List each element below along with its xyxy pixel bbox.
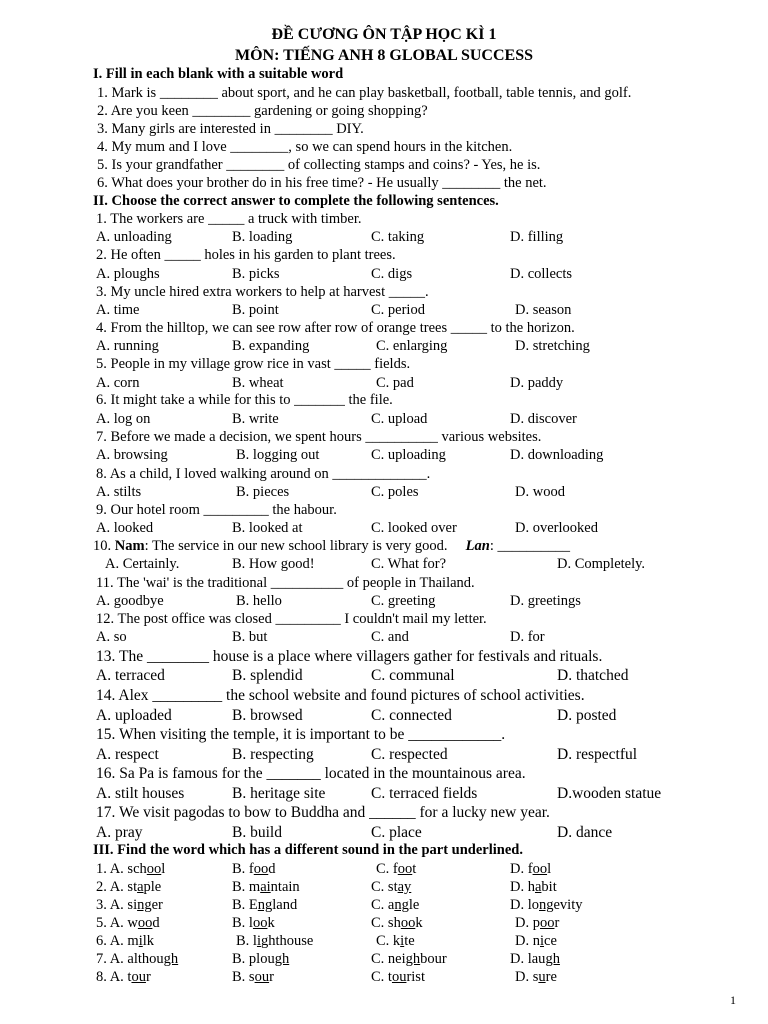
choice-question: 8. As a child, I loved walking around on _____________. bbox=[96, 466, 431, 482]
word-part: ce bbox=[544, 933, 557, 949]
word-part: B. s bbox=[232, 969, 255, 985]
underlined-part: a bbox=[137, 879, 144, 895]
answer-option: B. respecting bbox=[232, 746, 314, 763]
word-part: er bbox=[151, 897, 163, 913]
choice-question: 12. The post office was closed _________ I couldn't mail my letter. bbox=[96, 611, 487, 627]
underlined-part: ng bbox=[257, 897, 273, 913]
answer-option: B. splendid bbox=[232, 667, 303, 684]
word-part: C. f bbox=[376, 861, 398, 877]
word-part: D. lo bbox=[510, 897, 539, 913]
pronunciation-option bbox=[232, 898, 297, 913]
choice-question: 1. The workers are _____ a truck with timber. bbox=[96, 211, 362, 227]
word-part: B. m bbox=[232, 879, 261, 895]
answer-options-row bbox=[0, 825, 768, 843]
answer-option: B. write bbox=[232, 411, 279, 427]
pronunciation-option bbox=[371, 880, 411, 895]
spacer bbox=[448, 538, 466, 554]
pronunciation-option bbox=[376, 934, 415, 949]
page-number: 1 bbox=[730, 993, 736, 1007]
question-number: 10. bbox=[93, 538, 115, 554]
answer-options-row bbox=[0, 630, 768, 648]
word-part: B. E bbox=[232, 897, 258, 913]
pronunciation-row bbox=[0, 898, 768, 916]
word-part: d bbox=[152, 915, 160, 931]
word-part: r bbox=[554, 915, 560, 931]
answer-options-row bbox=[0, 786, 768, 804]
pronunciation-option bbox=[371, 952, 447, 967]
word-part: k bbox=[415, 915, 423, 931]
answer-option: D. season bbox=[515, 302, 572, 318]
answer-option: B. loading bbox=[232, 229, 293, 245]
choice-question: 11. The 'wai' is the traditional __________ of people in Thailand. bbox=[96, 575, 475, 591]
pronunciation-row bbox=[0, 880, 768, 898]
underlined-part: oo bbox=[400, 915, 416, 931]
pronunciation-option bbox=[376, 862, 416, 877]
answer-option: A. corn bbox=[96, 375, 140, 391]
answer-options-row bbox=[0, 412, 768, 430]
answer-option: D. Completely. bbox=[557, 556, 646, 572]
answer-option: D. paddy bbox=[510, 375, 564, 391]
pronunciation-option bbox=[515, 934, 557, 949]
section3-heading: III. Find the word which has a different sound in the part underlined. bbox=[93, 842, 523, 858]
pronunciation-option bbox=[232, 970, 274, 985]
answer-option: D. stretching bbox=[515, 338, 590, 354]
choice-question: 15. When visiting the temple, it is important to be ____________. bbox=[96, 726, 506, 743]
answer-option: A. stilt houses bbox=[96, 785, 185, 802]
underlined-part: i bbox=[539, 933, 545, 949]
answer-option: A. goodbye bbox=[96, 593, 164, 609]
pronunciation-row bbox=[0, 952, 768, 970]
choice-question: 16. Sa Pa is famous for the _______ located in the mountainous area. bbox=[96, 765, 526, 782]
word-part: D. n bbox=[515, 933, 540, 949]
underlined-part: oo bbox=[252, 915, 268, 931]
answer-options-row bbox=[0, 303, 768, 321]
answer-option: A. browsing bbox=[96, 447, 168, 463]
answer-option: B. wheat bbox=[232, 375, 284, 391]
pronunciation-row bbox=[0, 862, 768, 880]
word-part: r bbox=[145, 969, 151, 985]
underlined-part: a bbox=[534, 879, 542, 895]
answer-options-row bbox=[0, 668, 768, 686]
pronunciation-option bbox=[232, 862, 276, 877]
word-part: D. s bbox=[515, 969, 539, 985]
answer-option: B. How good! bbox=[232, 556, 315, 572]
word-part: B. plou bbox=[232, 951, 275, 967]
answer-option: C. period bbox=[371, 302, 425, 318]
word-part: B. l bbox=[236, 933, 257, 949]
word-part: land bbox=[272, 897, 298, 913]
pronunciation-option bbox=[510, 862, 551, 877]
underlined-part: oo bbox=[532, 861, 548, 877]
fill-blank-question: 1. Mark is ________ about sport, and he can play basketball, football, table tennis, and golf. bbox=[97, 85, 632, 101]
underlined-part: gh bbox=[163, 951, 179, 967]
answer-options-row bbox=[0, 485, 768, 503]
answer-option: D.wooden statue bbox=[557, 785, 662, 802]
word-part: 7. A. althou bbox=[96, 951, 164, 967]
pronunciation-option bbox=[510, 898, 583, 913]
answer-option: B. browsed bbox=[232, 707, 303, 724]
answer-option: C. looked over bbox=[371, 520, 457, 536]
underlined-part: ou bbox=[254, 969, 270, 985]
word-part: 1. A. sch bbox=[96, 861, 147, 877]
answer-option: A. looked bbox=[96, 520, 154, 536]
word-part: rist bbox=[406, 969, 425, 985]
word-part: D. f bbox=[510, 861, 533, 877]
answer-options-row bbox=[0, 339, 768, 357]
answer-options-row bbox=[0, 708, 768, 726]
answer-option: C. connected bbox=[371, 707, 452, 724]
word-part: evity bbox=[553, 897, 583, 913]
word-part: lk bbox=[142, 933, 155, 949]
answer-option: C. respected bbox=[371, 746, 448, 763]
underlined-part: ay bbox=[397, 879, 412, 895]
fill-blank-question: 4. My mum and I love ________, so we can spend hours in the kitchen. bbox=[97, 139, 513, 155]
choice-question: 9. Our hotel room _________ the habour. bbox=[96, 502, 337, 518]
word-part: le bbox=[408, 897, 420, 913]
choice-question: 6. It might take a while for this to _______ the file. bbox=[96, 392, 393, 408]
question-text: : The service in our new school library is very good. bbox=[144, 538, 448, 554]
pronunciation-option bbox=[232, 880, 300, 895]
answer-options-row bbox=[0, 267, 768, 285]
underlined-part: u bbox=[538, 969, 546, 985]
choice-question: 17. We visit pagodas to bow to Buddha and ______ for a lucky new year. bbox=[96, 804, 550, 821]
answer-option: A. terraced bbox=[96, 667, 165, 684]
pronunciation-row bbox=[0, 934, 768, 952]
underlined-part: gh bbox=[545, 951, 560, 967]
answer-option: C. and bbox=[371, 629, 409, 645]
speaker-name: Nam bbox=[114, 538, 145, 554]
answer-options-row bbox=[0, 594, 768, 612]
word-part: 6. A. m bbox=[96, 933, 139, 949]
pronunciation-option bbox=[510, 952, 560, 967]
underlined-part: i bbox=[256, 933, 261, 949]
word-part: D. p bbox=[515, 915, 540, 931]
answer-options-row bbox=[0, 521, 768, 539]
answer-option: C. poles bbox=[371, 484, 419, 500]
answer-option: C. taking bbox=[371, 229, 425, 245]
answer-option: B. but bbox=[232, 629, 268, 645]
word-part: D. lau bbox=[510, 951, 546, 967]
answer-option: A. Certainly. bbox=[105, 556, 180, 572]
answer-options-row bbox=[0, 557, 768, 575]
underlined-part: i bbox=[400, 933, 405, 949]
underlined-part: ai bbox=[260, 879, 271, 895]
pronunciation-option bbox=[232, 952, 289, 967]
word-part: t bbox=[412, 861, 417, 877]
underlined-part: ng bbox=[394, 897, 409, 913]
answer-option: D. overlooked bbox=[515, 520, 598, 536]
pronunciation-option bbox=[515, 916, 559, 931]
section1-heading: I. Fill in each blank with a suitable word bbox=[93, 66, 344, 82]
choice-question bbox=[93, 539, 570, 554]
answer-option: D. wood bbox=[515, 484, 565, 500]
word-part: bour bbox=[420, 951, 447, 967]
underlined-part: ou bbox=[131, 969, 146, 985]
word-part: 5. A. w bbox=[96, 915, 138, 931]
pronunciation-option bbox=[371, 970, 425, 985]
pronunciation-option bbox=[96, 952, 178, 967]
answer-option: D. for bbox=[510, 629, 545, 645]
choice-question: 14. Alex _________ the school website and found pictures of school activities. bbox=[96, 687, 585, 704]
word-part: te bbox=[404, 933, 415, 949]
pronunciation-option bbox=[371, 916, 423, 931]
pronunciation-option bbox=[236, 934, 313, 949]
pronunciation-option bbox=[96, 934, 154, 949]
choice-question: 5. People in my village grow rice in vast _____ fields. bbox=[96, 356, 411, 372]
answer-option: C. greeting bbox=[371, 593, 436, 609]
pronunciation-option bbox=[96, 862, 165, 877]
underlined-part: oo bbox=[539, 915, 555, 931]
answer-options-row bbox=[0, 230, 768, 248]
pronunciation-option bbox=[515, 970, 557, 985]
word-part: D. h bbox=[510, 879, 535, 895]
word-part: r bbox=[269, 969, 274, 985]
word-part: d bbox=[268, 861, 276, 877]
answer-option: C. terraced fields bbox=[371, 785, 478, 802]
answer-option: A. stilts bbox=[96, 484, 142, 500]
answer-option: D. posted bbox=[557, 707, 617, 724]
word-part: 2. A. st bbox=[96, 879, 138, 895]
answer-option: C. communal bbox=[371, 667, 455, 684]
underlined-part: oo bbox=[146, 861, 162, 877]
pronunciation-row bbox=[0, 916, 768, 934]
answer-options-row bbox=[0, 747, 768, 765]
word-part: ntain bbox=[270, 879, 300, 895]
answer-option: A. ploughs bbox=[96, 266, 160, 282]
question-text: : __________ bbox=[489, 538, 570, 554]
answer-option: A. time bbox=[96, 302, 140, 318]
underlined-part: ng bbox=[539, 897, 554, 913]
answer-option: D. collects bbox=[510, 266, 573, 282]
word-part: l bbox=[161, 861, 166, 877]
answer-option: C. enlarging bbox=[376, 338, 448, 354]
word-part: 3. A. si bbox=[96, 897, 138, 913]
pronunciation-option bbox=[371, 898, 419, 913]
answer-option: D. dance bbox=[557, 824, 613, 841]
choice-question: 7. Before we made a decision, we spent hours __________ various websites. bbox=[96, 429, 542, 445]
word-part: re bbox=[545, 969, 557, 985]
answer-option: B. hello bbox=[236, 593, 282, 609]
answer-option: C. upload bbox=[371, 411, 428, 427]
underlined-part: ng bbox=[137, 897, 152, 913]
underlined-part: ou bbox=[391, 969, 407, 985]
document-subtitle: MÔN: TIẾNG ANH 8 GLOBAL SUCCESS bbox=[235, 47, 533, 64]
answer-option: D. discover bbox=[510, 411, 577, 427]
answer-option: B. pieces bbox=[236, 484, 290, 500]
word-part: ghthouse bbox=[260, 933, 314, 949]
word-part: C. t bbox=[371, 969, 392, 985]
word-part: C. k bbox=[376, 933, 401, 949]
choice-question: 13. The ________ house is a place where villagers gather for festivals and rituals. bbox=[96, 648, 603, 665]
choice-question: 4. From the hilltop, we can see row after row of orange trees _____ to the horizon. bbox=[96, 320, 575, 336]
answer-option: D. filling bbox=[510, 229, 564, 245]
answer-options-row bbox=[0, 448, 768, 466]
answer-option: B. looked at bbox=[232, 520, 303, 536]
answer-option: D. downloading bbox=[510, 447, 604, 463]
pronunciation-row bbox=[0, 970, 768, 988]
underlined-part: i bbox=[138, 933, 143, 949]
choice-question: 2. He often _____ holes in his garden to plant trees. bbox=[96, 247, 396, 263]
answer-option: B. point bbox=[232, 302, 279, 318]
pronunciation-option bbox=[96, 970, 151, 985]
word-part: B. f bbox=[232, 861, 254, 877]
answer-option: C. place bbox=[371, 824, 422, 841]
answer-option: B. expanding bbox=[232, 338, 310, 354]
fill-blank-question: 3. Many girls are interested in ________ DIY. bbox=[97, 121, 364, 137]
fill-blank-question: 6. What does your brother do in his free time? - He usually ________ the net. bbox=[97, 175, 547, 191]
word-part: k bbox=[267, 915, 275, 931]
choice-question: 3. My uncle hired extra workers to help at harvest _____. bbox=[96, 284, 429, 300]
pronunciation-option bbox=[96, 880, 161, 895]
word-part: l bbox=[547, 861, 552, 877]
pronunciation-option bbox=[232, 916, 275, 931]
word-part: C. sh bbox=[371, 915, 401, 931]
answer-option: D. respectful bbox=[557, 746, 638, 763]
word-part: B. l bbox=[232, 915, 253, 931]
answer-option: C. pad bbox=[376, 375, 414, 391]
answer-option: D. thatched bbox=[557, 667, 629, 684]
answer-option: B. build bbox=[232, 824, 282, 841]
word-part: C. a bbox=[371, 897, 395, 913]
answer-option: D. greetings bbox=[510, 593, 581, 609]
pronunciation-option bbox=[510, 880, 557, 895]
word-part: bit bbox=[541, 879, 557, 895]
document-title: ĐỀ CƯƠNG ÔN TẬP HỌC KÌ 1 bbox=[271, 26, 497, 43]
fill-blank-question: 5. Is your grandfather ________ of collecting stamps and coins? - Yes, he is. bbox=[97, 157, 541, 173]
word-part: ple bbox=[143, 879, 162, 895]
underlined-part: oo bbox=[397, 861, 413, 877]
underlined-part: gh bbox=[274, 951, 290, 967]
answer-option: B. logging out bbox=[236, 447, 320, 463]
answer-option: A. respect bbox=[96, 746, 159, 763]
word-part: C. nei bbox=[371, 951, 406, 967]
answer-option: A. pray bbox=[96, 824, 143, 841]
answer-option: A. running bbox=[96, 338, 159, 354]
answer-option: C. uploading bbox=[371, 447, 446, 463]
underlined-part: gh bbox=[405, 951, 421, 967]
answer-option: A. unloading bbox=[96, 229, 172, 245]
answer-option: A. uploaded bbox=[96, 707, 172, 724]
underlined-part: oo bbox=[137, 915, 153, 931]
answer-option: A. so bbox=[96, 629, 127, 645]
pronunciation-option bbox=[96, 898, 163, 913]
speaker-name: Lan bbox=[465, 538, 490, 554]
answer-option: C. digs bbox=[371, 266, 413, 282]
underlined-part: oo bbox=[253, 861, 269, 877]
word-part: 8. A. t bbox=[96, 969, 132, 985]
word-part: C. st bbox=[371, 879, 398, 895]
answer-option: B. picks bbox=[232, 266, 280, 282]
answer-option: B. heritage site bbox=[232, 785, 326, 802]
answer-option: C. What for? bbox=[371, 556, 447, 572]
fill-blank-question: 2. Are you keen ________ gardening or going shopping? bbox=[97, 103, 428, 119]
section2-heading: II. Choose the correct answer to complete the following sentences. bbox=[93, 193, 499, 209]
pronunciation-option bbox=[96, 916, 160, 931]
answer-option: A. log on bbox=[96, 411, 151, 427]
